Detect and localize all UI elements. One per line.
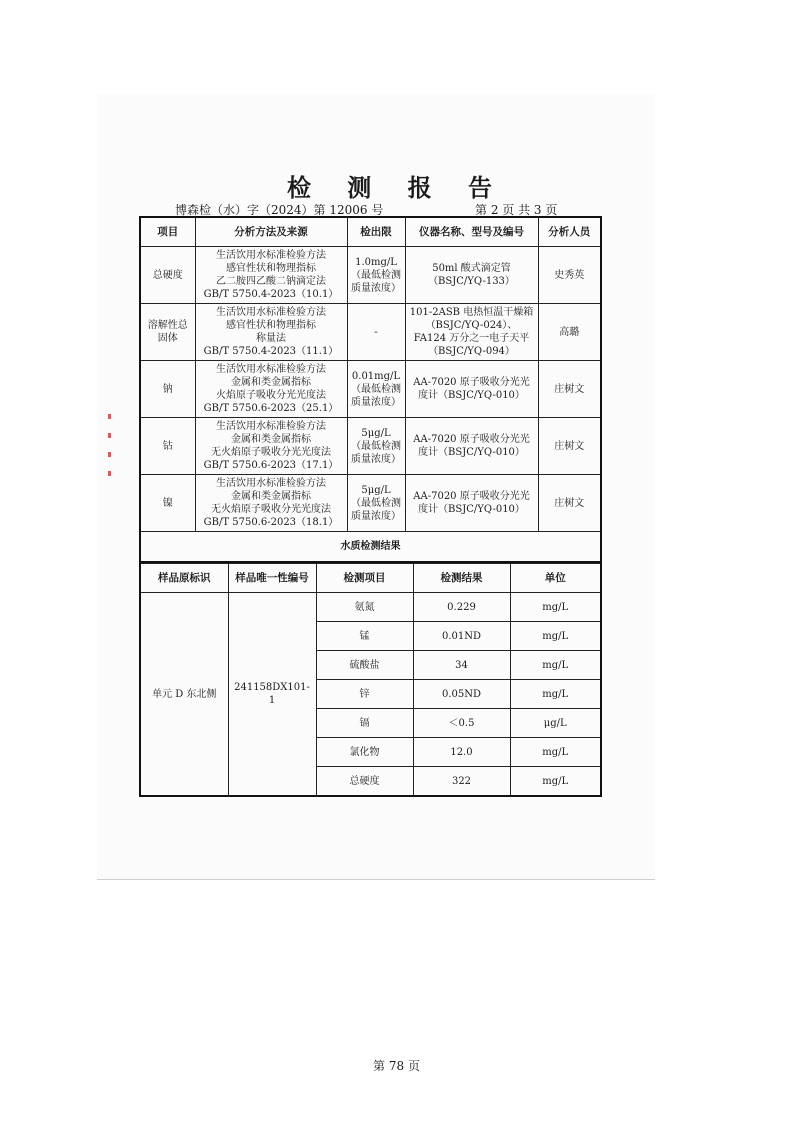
col-header-limit: 检出限 [347,217,405,247]
test-item: 总硬度 [316,767,413,797]
results-section-title: 水质检测结果 [140,532,601,563]
col-header-instrument: 仪器名称、型号及编号 [405,217,538,247]
method-item: 溶解性总 固体 [140,304,195,361]
bottom-rule [97,879,655,880]
detection-limit: 5μg/L （最低检测 质量浓度） [347,418,405,475]
test-unit: mg/L [510,680,601,709]
table-row [140,247,601,304]
method-item: 总硬度 [140,247,195,304]
results-header-row [140,564,601,593]
report-title: 检 测 报 告 [286,173,507,202]
instrument: 50ml 酸式滴定管 （BSJC/YQ-133） [405,247,538,304]
detection-limit: 0.01mg/L （最低检测 质量浓度） [347,361,405,418]
col-header-sample-no: 样品唯一性编号 [228,564,316,593]
instrument: AA-7020 原子吸收分光光 度计（BSJC/YQ-010） [405,475,538,532]
test-result: 0.229 [413,593,510,622]
table-row [140,475,601,532]
method-item: 钠 [140,361,195,418]
analyst: 史秀英 [538,247,601,304]
test-result: ＜0.5 [413,709,510,738]
test-unit: mg/L [510,651,601,680]
document-number: 博森检（水）字（2024）第 12006 号 [175,203,384,217]
detection-limit: 1.0mg/L （最低检测 质量浓度） [347,247,405,304]
detection-limit: - [347,304,405,361]
test-unit: mg/L [510,767,601,797]
method-source: 生活饮用水标准检验方法 金属和类金属指标 火焰原子吸收分光光度法 GB/T 5750.6-2023（25.1） [195,361,347,418]
analyst: 庄树文 [538,418,601,475]
seal-stamp-edge [106,400,114,510]
table-row [140,418,601,475]
test-unit: mg/L [510,738,601,767]
page-count: 第 2 页 共 3 页 [475,203,558,217]
test-item: 硫酸盐 [316,651,413,680]
method-item: 镍 [140,475,195,532]
col-header-sample-id: 样品原标识 [140,564,228,593]
col-header-unit: 单位 [510,564,601,593]
test-item: 氯化物 [316,738,413,767]
test-item: 锰 [316,622,413,651]
methods-table [139,216,602,563]
methods-header-row [140,217,601,247]
test-item: 镉 [316,709,413,738]
test-unit: mg/L [510,593,601,622]
test-result: 12.0 [413,738,510,767]
method-item: 钴 [140,418,195,475]
instrument: AA-7020 原子吸收分光光 度计（BSJC/YQ-010） [405,418,538,475]
method-source: 生活饮用水标准检验方法 金属和类金属指标 无火焰原子吸收分光光度法 GB/T 5750.6-2023（17.1） [195,418,347,475]
test-result: 0.01ND [413,622,510,651]
col-header-analyst: 分析人员 [538,217,601,247]
sample-identifier: 单元 D 东北侧 [140,593,228,797]
method-source: 生活饮用水标准检验方法 金属和类金属指标 无火焰原子吸收分光光度法 GB/T 5750.6-2023（18.1） [195,475,347,532]
analyst: 高璐 [538,304,601,361]
table-row [140,593,601,622]
results-table [139,563,602,797]
test-item: 氨氮 [316,593,413,622]
col-header-method: 分析方法及来源 [195,217,347,247]
method-source: 生活饮用水标准检验方法 感官性状和物理指标 称量法 GB/T 5750.4-2023（11.1） [195,304,347,361]
table-row [140,304,601,361]
detection-limit: 5μg/L （最低检测 质量浓度） [347,475,405,532]
test-unit: mg/L [510,622,601,651]
col-header-result: 检测结果 [413,564,510,593]
method-source: 生活饮用水标准检验方法 感官性状和物理指标 乙二胺四乙酸二钠滴定法 GB/T 5750.4-2023（10.1） [195,247,347,304]
table-row [140,361,601,418]
page-number: 第 78 页 [373,1059,420,1073]
col-header-item: 项目 [140,217,195,247]
instrument: 101-2ASB 电热恒温干燥箱 （BSJC/YQ-024）、 FA124 万分之一电子天平 （BSJC/YQ-094） [405,304,538,361]
analyst: 庄树文 [538,475,601,532]
analyst: 庄树文 [538,361,601,418]
instrument: AA-7020 原子吸收分光光 度计（BSJC/YQ-010） [405,361,538,418]
test-result: 322 [413,767,510,797]
test-unit: μg/L [510,709,601,738]
sample-number: 241158DX101-1 [228,593,316,797]
col-header-test-item: 检测项目 [316,564,413,593]
test-item: 锌 [316,680,413,709]
test-result: 34 [413,651,510,680]
section-row [140,532,601,563]
test-result: 0.05ND [413,680,510,709]
